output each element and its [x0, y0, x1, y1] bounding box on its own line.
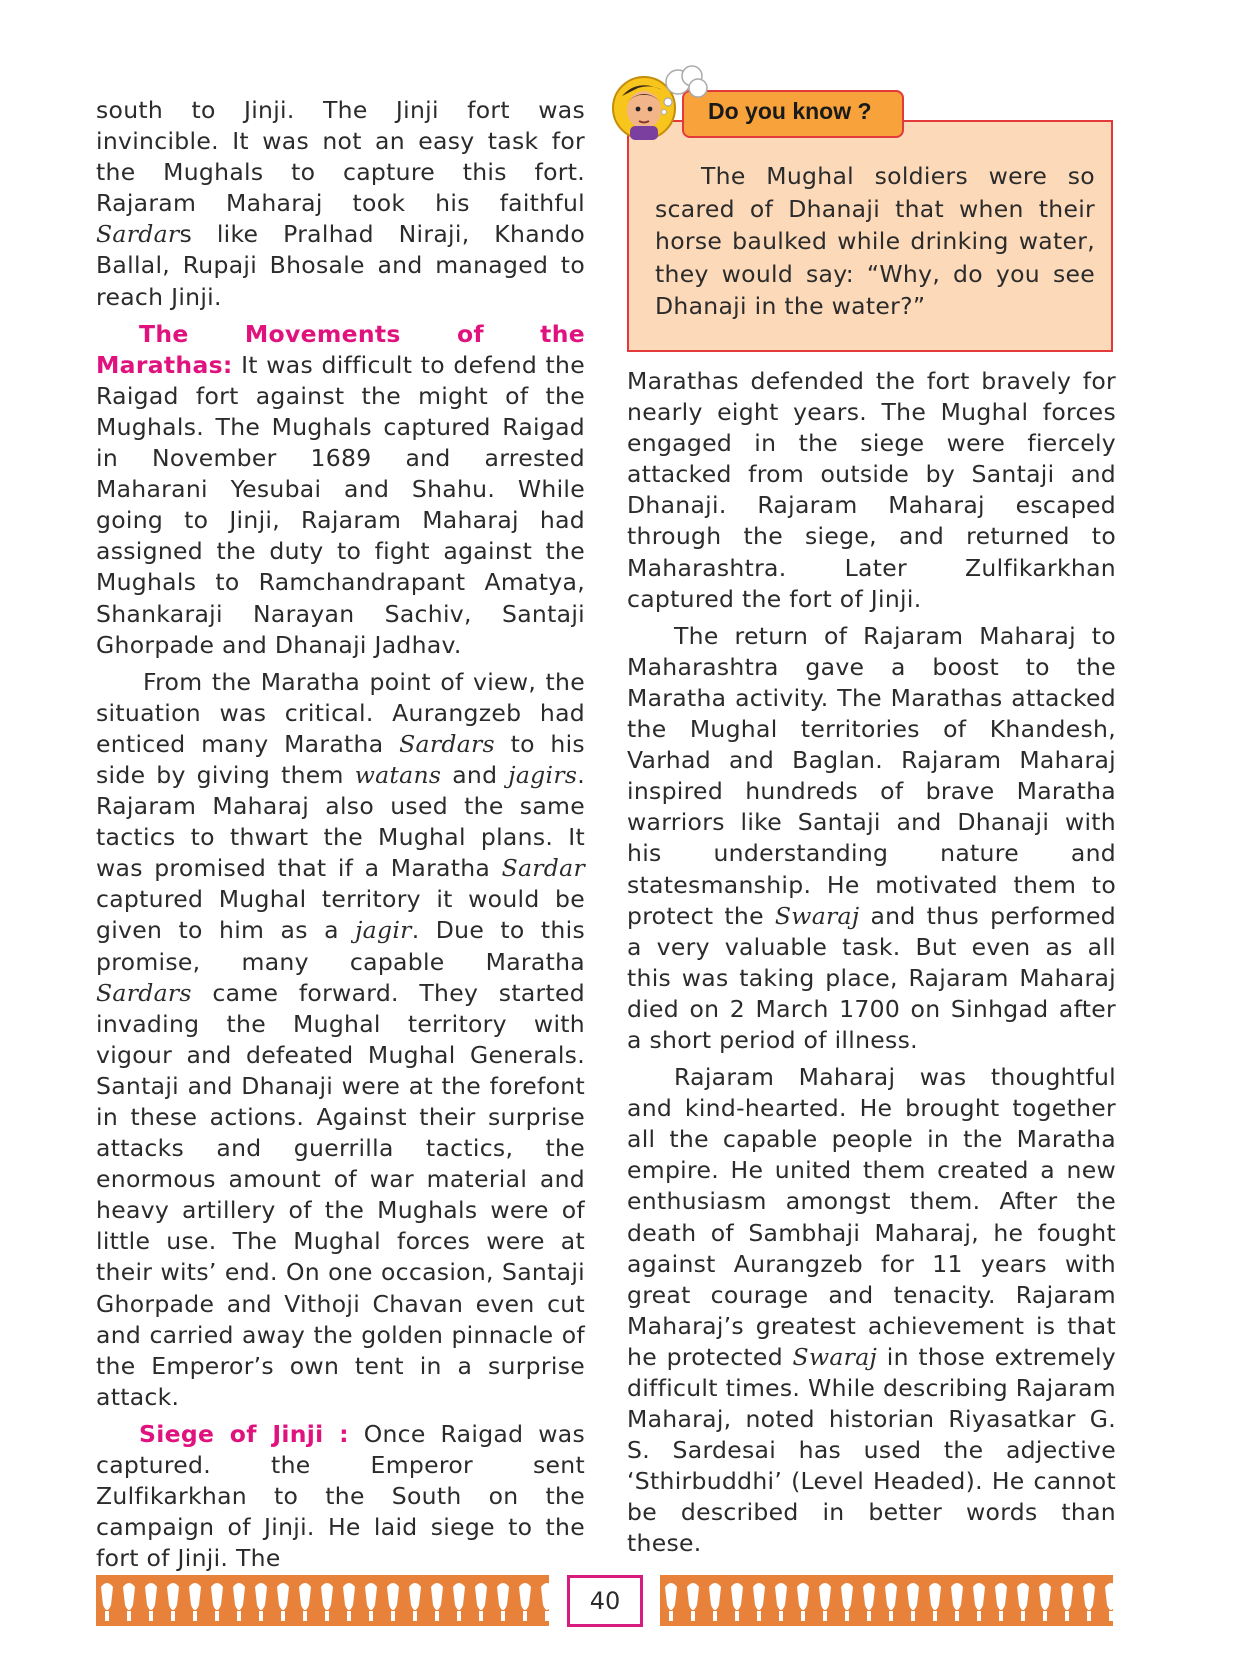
paragraph-return: The return of Rajaram Maharaj to Maharashtra gave a boost to the Maratha activity. The Marathas attacked the Mughal territories of Khandesh, Varhad and Baglan. Rajaram Maharaj inspired hundreds of brave Maratha warriors like Santaji and Dhanaji with his understanding nature and statesmanship. He motivated them to protect the Swaraj and thus performed a very valuable task. But even as all this was taking place, Rajaram Maharaj died on 2 March 1700 on Sinhgad after a short period of illness. [627, 621, 1116, 1054]
decorative-border-right [660, 1575, 1113, 1626]
paragraph-movements: The Movements of the Marathas: It was difficult to defend the Raigad fort against the might of the Mughals. The Mughals captured Raigad in November 1689 and arrested Maharani Yesubai and Shahu. While going to Jinji, Rajaram Maharaj had assigned the duty to fight against the Mughals to Ramchandrapant Amatya, Shankaraji Narayan Sachiv, Santaji Ghorpade and Dhanaji Jadhav. [96, 319, 585, 659]
paragraph-siege: Siege of Jinji : Once Raigad was captured. the Emperor sent Zulfikarkhan to the South on the campaign of Jinji. He laid siege to the fort of Jinji. The [96, 1419, 585, 1573]
paragraph-defended: Marathas defended the fort bravely for nearly eight years. The Mughal forces engaged in the siege were fiercely attacked from outside by Santaji and Dhanaji. Rajaram Maharaj escaped through the siege, and returned to Maharashtra. Later Zulfikarkhan captured the fort of Jinji. [627, 367, 1116, 613]
paragraph-maratha-view: From the Maratha point of view, the situation was critical. Aurangzeb had enticed many Maratha Sardars to his side by giving them watans and jagirs. Rajaram Maharaj also used the same tactics to thwart the Mughal plans. It was promised that if a Maratha Sardar captured Mughal territory it would be given to him as a jagir. Due to this promise, many capable Maratha Sardars came forward. They started invading the Mughal territory with vigour and defeated Mughal Generals. Santaji and Dhanaji were at the forefont in these actions. Against their surprise attacks and guerrilla tactics, the enormous amount of war material and heavy artillery of the Mughals were of little use. The Mughal forces were at their wits’ end. On one occasion, Santaji Ghorpade and Vithoji Chavan even cut and carried away the golden pinnacle of the Emperor’s own tent in a surprise attack. [96, 667, 585, 1411]
heading-siege: Siege of Jinji : [139, 1419, 349, 1448]
page-number: 40 [567, 1575, 643, 1627]
heading-movements: The Movements of the Marathas: [96, 319, 585, 379]
paragraph-intro: south to Jinji. The Jinji fort was invincible. It was not an easy task for the Mughals to capture this fort. Rajaram Maharaj took his faithful Sardars like Pralhad Niraji, Khando Ballal, Rupaji Bhosale and managed to reach Jinji. [96, 96, 585, 311]
paragraph-character: Rajaram Maharaj was thoughtful and kind-hearted. He brought together all the capable people in the Maratha empire. He united them created a new enthusiasm amongst them. After the death of Sambhaji Maharaj, he fought against Aurangzeb for 11 years with great courage and tenacity. Rajaram Maharaj’s greatest achievement is that he protected Swaraj in those extremely difficult times. While describing Rajaram Maharaj, noted historian Riyasatkar G. S. Sardesai has used the adjective ‘Sthirbuddhi’ (Level Headed). He cannot be described in better words than these. [627, 1063, 1116, 1558]
left-column [96, 95, 585, 1574]
do-you-know-text: The Mughal soldiers were so scared of Dhanaji that when their horse baulked while drinking water, they would say: “Why, do you see Dhanaji in the water?” [655, 162, 1095, 320]
do-you-know-title: Do you know ? [708, 98, 872, 124]
right-column [627, 366, 1116, 1560]
thinking-boy-icon [608, 62, 718, 152]
decorative-border-left [96, 1575, 549, 1626]
